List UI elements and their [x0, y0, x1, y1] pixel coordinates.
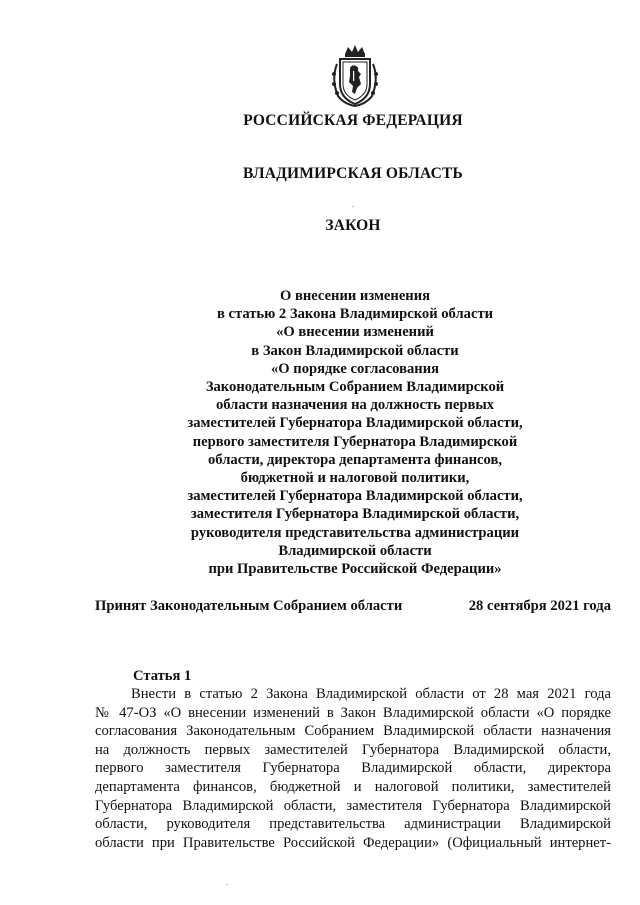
title-line: Владимирской области [278, 542, 432, 559]
body-line: области, руководителя представительства администрации Владимирской [95, 816, 611, 833]
title-line: руководителя представительства администрации [190, 524, 520, 541]
title-line: при Правительстве Российской Федерации» [208, 561, 502, 578]
body-line: первого заместителя Губернатора Владимирской области, директора [95, 760, 611, 777]
body-line: на должность первых заместителей Губернатора Владимирской области, [95, 741, 611, 758]
adoption-date: 28 сентября 2021 года [468, 598, 611, 614]
title-line: «О внесении изменений [276, 324, 434, 341]
article-body [95, 685, 611, 852]
title-line: области назначения на должность первых [215, 397, 495, 414]
body-line: области при Правительстве Российской Федерации» (Официальный интернет- [95, 834, 611, 851]
body-line: № 47-ОЗ «О внесении изменений в Закон Владимирской области «О порядке [95, 704, 611, 721]
scan-speck [352, 206, 354, 207]
title-line: «О порядке согласования [270, 360, 439, 377]
scan-speck [226, 884, 228, 885]
title-line: Законодательным Собранием Владимирской [205, 379, 505, 396]
region-heading: ВЛАДИМИРСКАЯ ОБЛАСТЬ [243, 165, 463, 182]
coat-of-arms-icon [328, 44, 382, 108]
body-line: Губернатора Владимирской области, заместителя Губернатора Владимирской [95, 797, 611, 814]
adoption-label: Принят Законодательным Собранием области [95, 598, 403, 614]
article-heading: Статья 1 [133, 668, 192, 684]
title-line: области, директора департамента финансов, [207, 451, 502, 468]
document-type-heading: ЗАКОН [325, 217, 381, 234]
adoption-line [95, 598, 611, 615]
country-heading: РОССИЙСКАЯ ФЕДЕРАЦИЯ [243, 112, 463, 129]
title-line: первого заместителя Губернатора Владимирской [192, 433, 518, 450]
title-line: заместителей Губернатора Владимирской области, [187, 488, 523, 505]
body-line: согласования Законодательным Собранием Владимирской области назначения [95, 723, 611, 740]
title-line: заместителя Губернатора Владимирской области, [190, 506, 520, 523]
title-line: в Закон Владимирской области [251, 342, 459, 359]
law-title [130, 287, 580, 578]
body-line: Внести в статью 2 Закона Владимирской области от 28 мая 2021 года [131, 686, 611, 702]
body-line: департамента финансов, бюджетной и налоговой политики, заместителей [95, 778, 611, 795]
title-line: в статью 2 Закона Владимирской области [216, 306, 494, 323]
title-line: О внесении изменения [279, 288, 431, 304]
title-line: заместителей Губернатора Владимирской области, [187, 415, 523, 432]
title-line: бюджетной и налоговой политики, [240, 470, 470, 487]
